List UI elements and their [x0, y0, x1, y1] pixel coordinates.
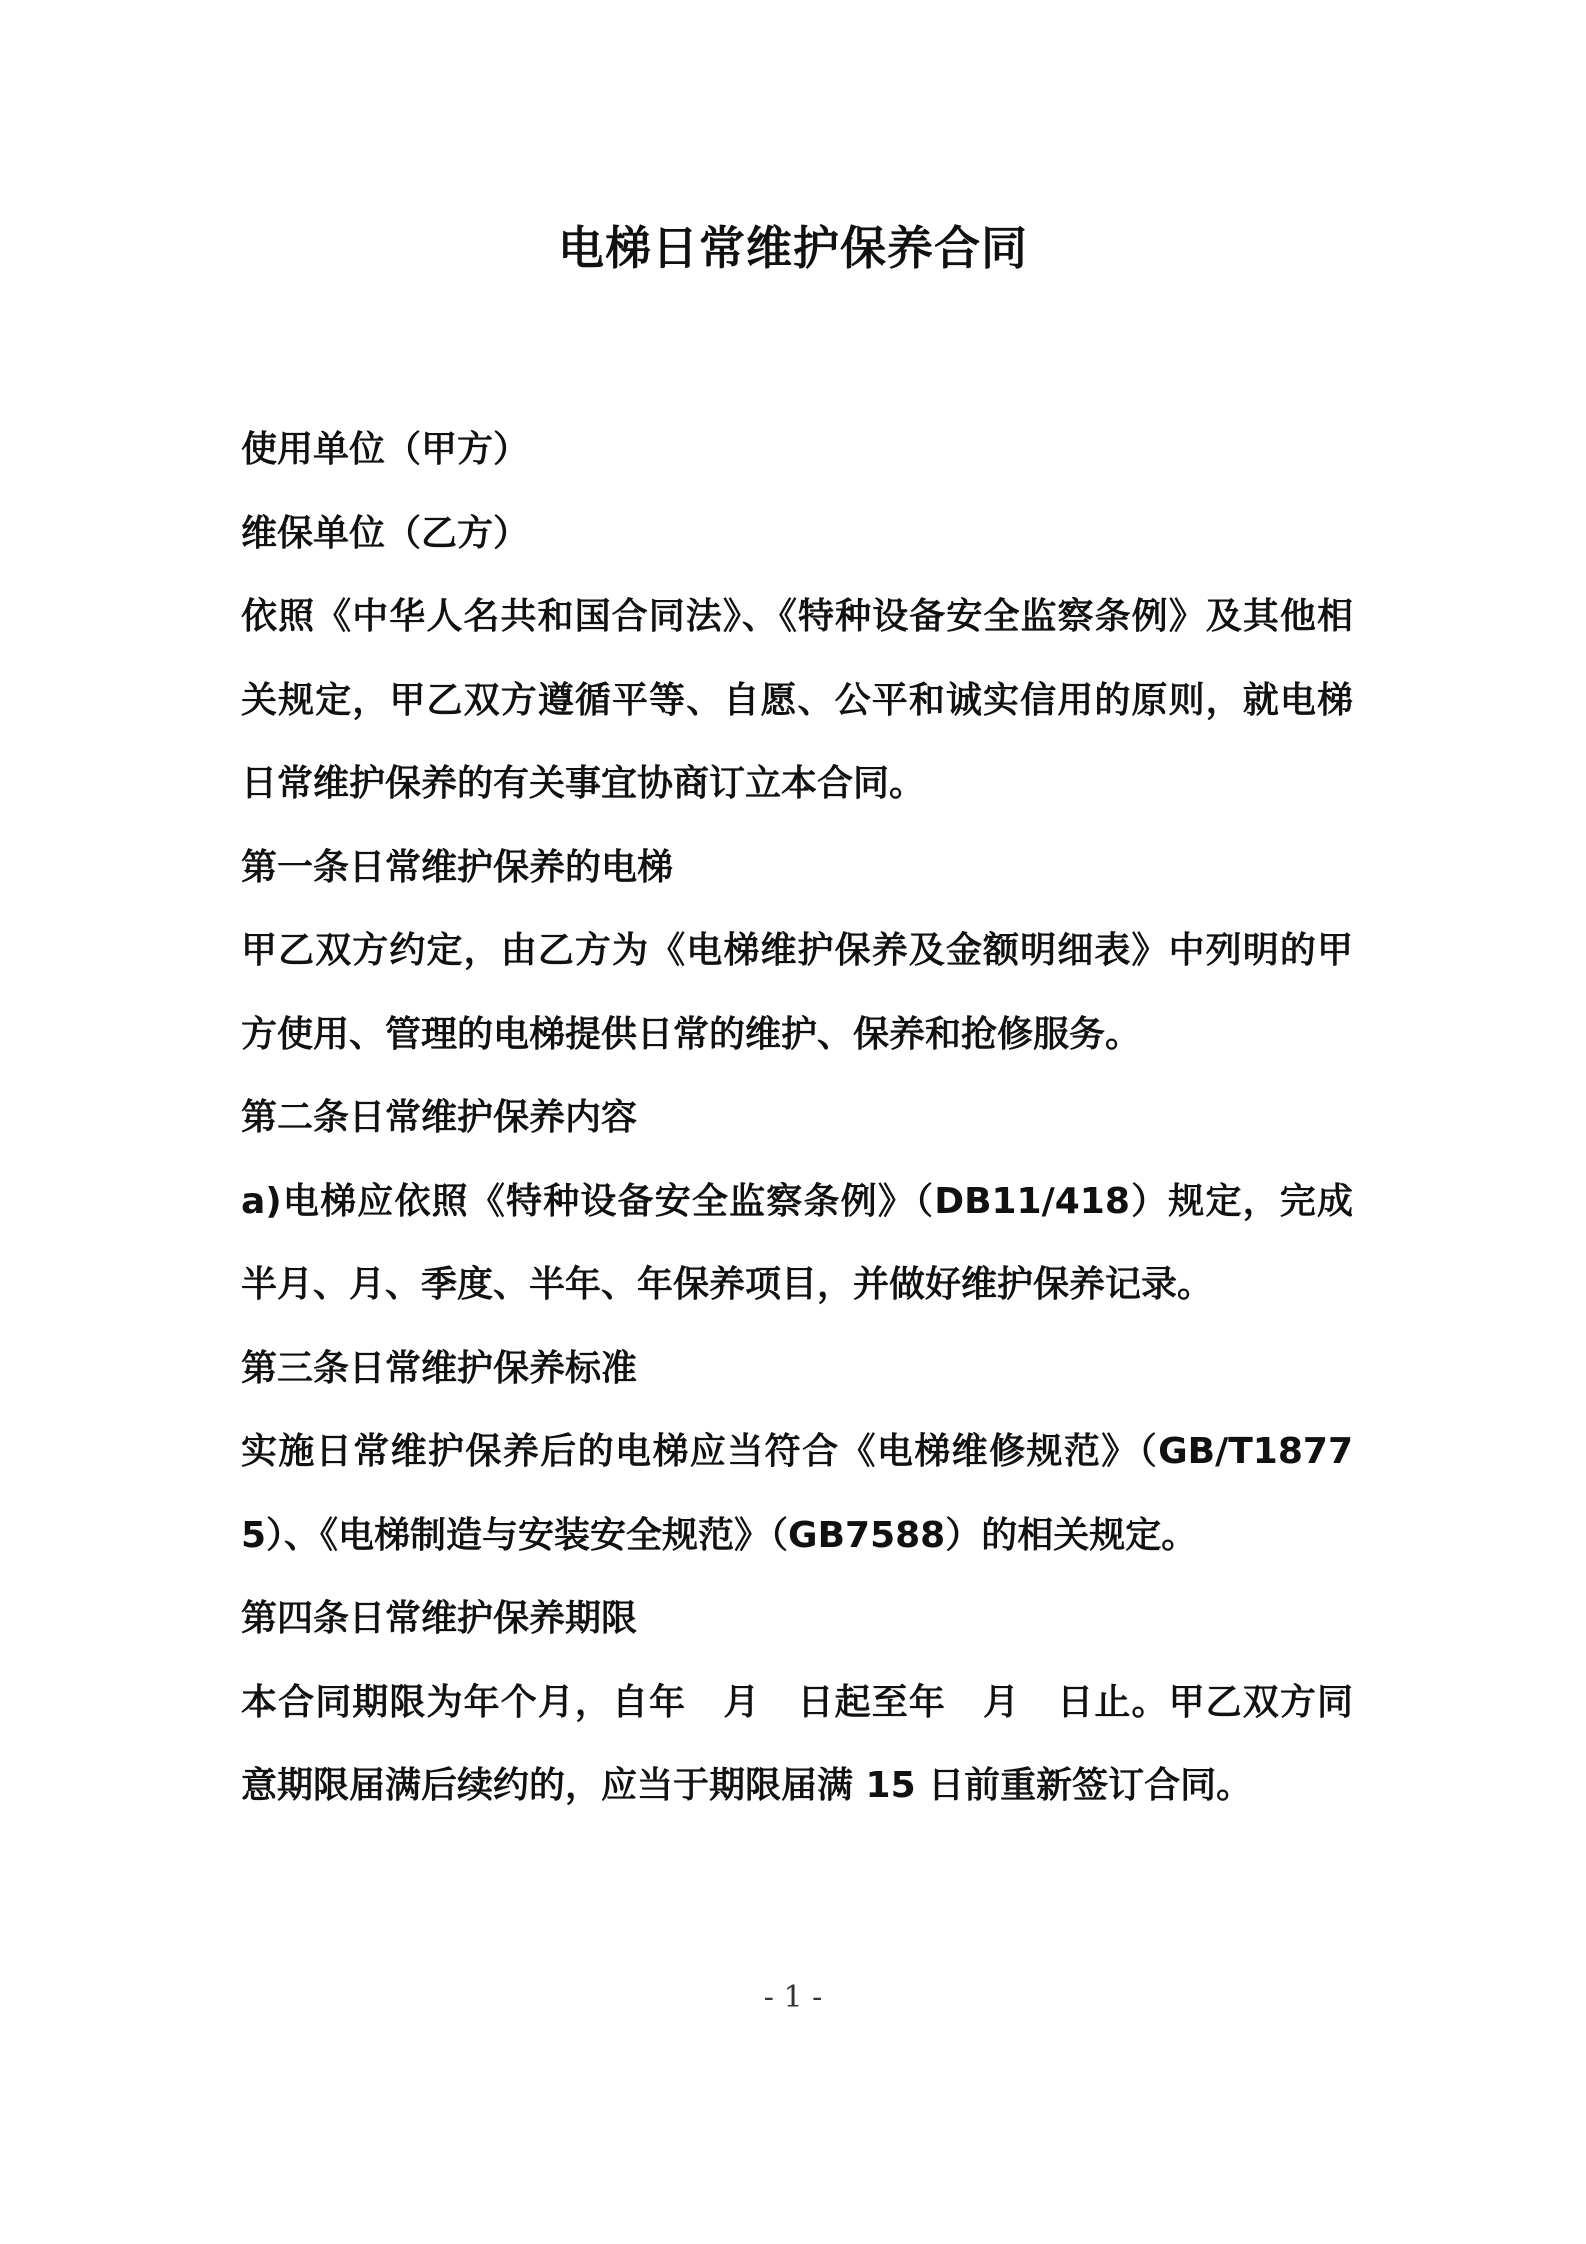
article-4-body: 本合同期限为年个月，自年 月 日起至年 月 日止。甲乙双方同意期限届满后续约的，应当于期限届满 15 日前重新签订合同。	[241, 1681, 1353, 1806]
article-2-body: a)电梯应依照《特种设备安全监察条例》（DB11/418）规定，完成半月、月、季度、半年、年保养项目，并做好维护保养记录。	[241, 1180, 1353, 1305]
preamble-paragraph: 依照《中华人名共和国合同法》、《特种设备安全监察条例》及其他相关规定，甲乙双方遵循平等、自愿、公平和诚实信用的原则，就电梯日常维护保养的有关事宜协商订立本合同。	[241, 596, 1353, 804]
article-1-body: 甲乙双方约定，由乙方为《电梯维护保养及金额明细表》中列明的甲方使用、管理的电梯提供日常的维护、保养和抢修服务。	[241, 930, 1353, 1055]
article-1-heading: 第一条日常维护保养的电梯	[241, 846, 674, 888]
party-a-line: 使用单位（甲方）	[241, 429, 530, 470]
article-3-body: 实施日常维护保养后的电梯应当符合《电梯维修规范》（GB/T18775）、《电梯制造与安装安全规范》（GB7588）的相关规定。	[241, 1431, 1353, 1556]
article-2-heading: 第二条日常维护保养内容	[241, 1097, 638, 1138]
page-number: - 1 -	[763, 1980, 823, 2015]
article-3-heading: 第三条日常维护保养标准	[241, 1347, 638, 1389]
document-title: 电梯日常维护保养合同	[558, 221, 1028, 275]
article-4-heading: 第四条日常维护保养期限	[241, 1598, 638, 1639]
document-body	[241, 408, 1353, 1828]
party-b-line: 维保单位（乙方）	[241, 512, 530, 554]
